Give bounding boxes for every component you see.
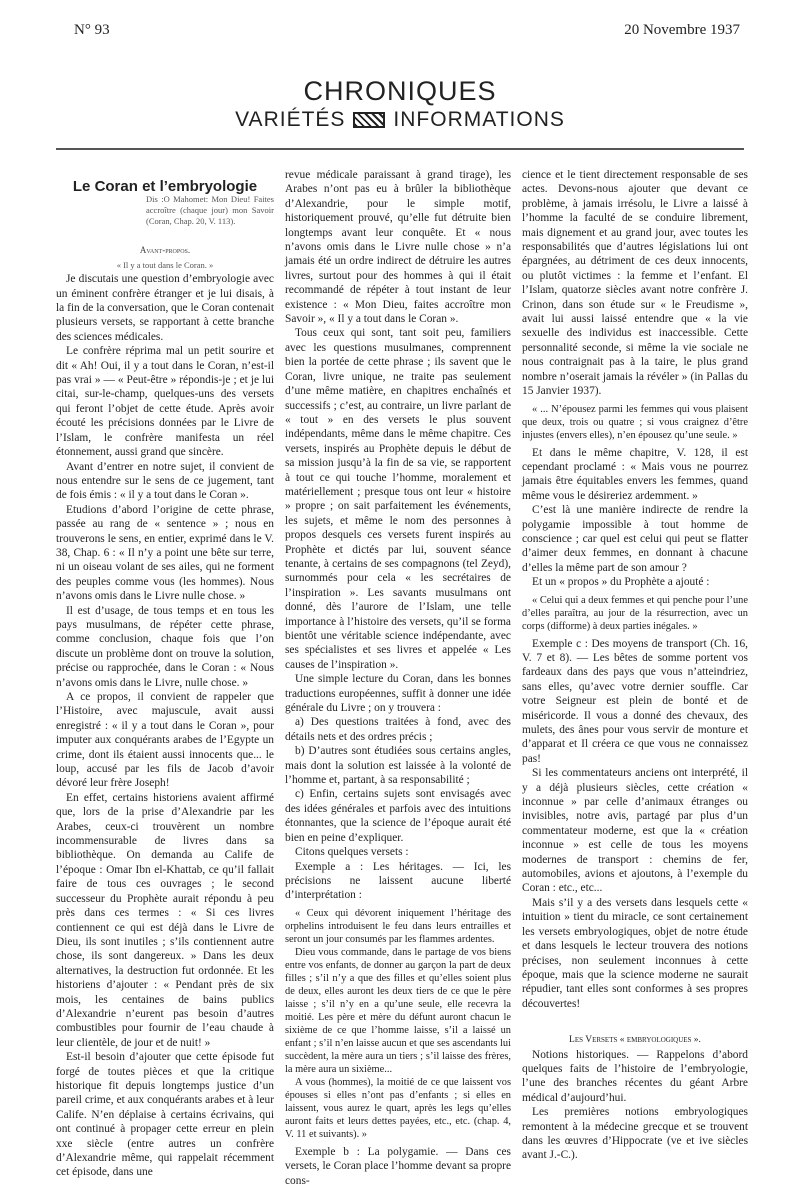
- quote-paragraph: « ... N’épousez parmi les femmes qui vous plaisent que deux, trois ou quatre ; si vous craignez d’être injustes (envers elles), n’en épousez qu’une seule. »: [522, 403, 748, 441]
- avant-propos-heading: Avant-propos.: [139, 245, 191, 256]
- page-header: [74, 22, 740, 44]
- paragraph: Citons quelques versets :: [295, 846, 409, 859]
- paragraph: En effet, certains historiens avaient affirmé que, lors de la prise d’Alexandrie par les Arabes, ceux-ci trouvèrent un nombre incommensurable de livres dans sa bibliothèque. On demanda au Calife de l’époque : Omar Ibn el-Khattab, ce qu’il fallait faire de tous ces ouvrages ; le second successeur du Prophète aurait répondu à peu près dans ces termes : « Si ces livres contiennent ce qui est déjà dans le Livre de Dieu, ils sont inutiles ; s’ils contiennent autre chose, ils sont dangereux. » Dans les deux alternatives, la destruction fut ordonnée. Et les historiens d’ajouter : « Pendant près de six mois, les centaines de bains publics d’Alexandrie n’eurent pas besoin d’autres combustibles pour fournir de l’eau chaude à leur clientèle, de jour et de nuit! »: [56, 791, 274, 1049]
- paragraph: Mais s’il y a des versets dans lesquels cette « intuition » tient du miracle, ce sont certainement les versets embryologiques, objet de notre étude et dans lesquels le lecteur trouvera des notions précises, non seulement inconnues à cette époque, mais que la science moderne ne saurait répudier, tant elles sont conformes à ses propres découvertes!: [522, 896, 748, 1010]
- header-rule: [56, 148, 744, 150]
- column-1: [56, 168, 274, 1180]
- issue-number: N° 93: [74, 22, 110, 38]
- paragraph: revue médicale paraissant à grand tirage), les Arabes n’ont pas eu à brûler la bibliothèque d’Alexandrie, pour le simple motif, historiquement prouvé, qu’elle fut détruite bien longtemps avant leur conquête. Et « nous n’avons omis dans le Livre nulle chose » n’a jamais été un ordre indirect de détruire les autres livres, surtout pour des hommes à qui il était recommandé de répéter à tout instant de leur existence : « Mon Dieu, faites accroître mon Savoir », « Il y a tout dans le Coran ».: [285, 169, 511, 326]
- issue-date: 20 Novembre 1937: [624, 22, 740, 38]
- masthead-left-word: VARIÉTÉS: [235, 108, 346, 131]
- paragraph: Je discutais une question d’embryologie avec un éminent confrère étranger et je lui disais, à la fin de la conversation, que le Coran contenait plusieurs versets, se rapportant à cette branche des sciences médicales.: [56, 273, 274, 343]
- paragraph: Exemple b : La polygamie. — Dans ces versets, le Coran place l’homme devant sa propre cons-: [285, 1145, 511, 1187]
- paragraph: Notions historiques. — Rappelons d’abord quelques faits de l’histoire de l’embryologie, l’une des branches récentes du géant Arbre médical d’aujourd’hui.: [522, 1048, 748, 1104]
- paragraph: cience et le tient directement responsable de ses actes. Devons-nous ajouter que devant ce problème, à jamais irrésolu, le Livre a laissé à l’homme la faculté de se conduire librement, mais dignement et au grand jour, avec toutes les responsabilités que d’autres législations lui ont épargnées, au détriment de ces deux innocents, ou plutôt victimes : la femme et l’enfant. El l’Islam, quatorze siècles avant notre confrère J. Crinon, dans son étude sur « le Freudisme », avait lui aussi laissé entendre que « la vie sexuelle des individus est inaccessible. Cette personnalité seconde, si même la vie sociale ne nous contraignait pas à la taire, le plus grand nombre n’oserait jamais la révéler » (in Pallas du 15 Janvier 1937).: [522, 169, 748, 398]
- paragraph: Il est d’usage, de tous temps et en tous les pays musulmans, de répéter cette phrase, comme conclusion, chaque fois que l’on discute un problème dont on trouve la solution, précise ou rapprochée, dans le Coran : « Nous n’avons omis dans le Livre, nulle chose. »: [56, 604, 274, 689]
- quote-paragraph: Dieu vous commande, dans le partage de vos biens entre vos enfants, de donner au garçon la part de deux filles ; s’il n’y a que des filles et qu’elles soient plus de deux, elles auront les deux tiers de ce que le père laisse ; s’il n’y en a qu’une seule, elle recevra la moitié. Les père et mère du défunt auront chacun le sixième de ce que l’homme laisse, s’il a laissé un enfant ; s’il n’en laisse aucun et que ses ascendants lui succèdent, la mère aura un tiers ; s’il laisse des frères, la mère aura un sixième...: [285, 946, 511, 1075]
- column-2: [285, 168, 511, 1188]
- paragraph: C’est là une manière indirecte de rendre la polygamie impossible à tout homme de conscience ; car quel est celui qui peut se flatter d’aimer deux femmes, en donnant à chacune d’elles la même part de son amour ?: [522, 504, 748, 574]
- paragraph: Si les commentateurs anciens ont interprété, il y a déjà plusieurs siècles, cette création « inconnue » par celle d’animaux étranges ou invisibles, notre avis, partagé par plus d’un commentateur moderne, est que la « création inconnue » est celle de tous les moyens modernes de transport : chemins de fer, automobiles, avions et ajoutons, à l’exemple du Coran : etc., etc...: [522, 767, 748, 895]
- epigraph: Dis :O Mahomet: Mon Dieu! Faites accroître (chaque jour) mon Savoir (Coran, Chap. 20, V. 113).: [146, 194, 274, 227]
- paragraph: Et un « propos » du Prophète a ajouté :: [532, 576, 710, 589]
- quote-paragraph: « Celui qui a deux femmes et qui penche pour l’une d’elles paraîtra, au jour de la résurrection, avec un corps (difforme) à deux parties inégales. »: [522, 594, 748, 632]
- ornament-icon: [353, 112, 385, 128]
- paragraph: A ce propos, il convient de rappeler que l’Histoire, avec majuscule, avait aussi enregistré : « il y a tout dans le Coran », pour imputer aux conquérants arabes de l’Egypte un crime, dont ils étaient aussi innocents que... le loup, accusé par les fils de Jacob d’avoir dévoré leur frère Joseph!: [56, 691, 274, 790]
- paragraph: Tous ceux qui sont, tant soit peu, familiers avec les questions musulmanes, comprennent bien la portée de cette phrase ; ils savent que le Coran, livre unique, ne traite pas seulement d’une même matière, en chapitres enchaînés et successifs ; c’est, au contraire, un livre parlant de « tout » en des versets le plus souvent indépendants, même dans le même chapitre. Ces versets, inspirés au Prophète depuis le début de sa mission jusqu’à la fin de sa vie, se rapportent à tout ce qui touche l’homme, moralement et matériellement ; presque tous ont leur « histoire » propre ; on sait parfaitement les événements, les sujets, et même le nom des personnes à propos desquels ces versets furent inspirés au Prophète et dictés par lui, souvent séance tenante, à certains de ses compagnons (tel Zeyd), surnommés pour cela « les secrétaires de l’inspiration ». Les savants musulmans ont donné, dès l’aurore de l’Islam, une telle importance à l’histoire des versets, qu’il se forma bientôt une véritable science indépendante, avec ses spécialistes et ses livres et appelée « Les causes de l’inspiration ».: [285, 327, 511, 671]
- paragraph: Avant d’entrer en notre sujet, il convient de nous entendre sur le sens de ce jugement, tant de fois émis : « il y a tout dans le Coran ».: [56, 460, 274, 502]
- article-title: Le Coran et l’embryologie: [72, 178, 258, 195]
- paragraph: a) Des questions traitées à fond, avec des détails nets et des ordres précis ;: [285, 716, 511, 743]
- paragraph: Est-il besoin d’ajouter que cette épisode fut forgé de toutes pièces et que la critique historique fit depuis longtemps justice d’un pareil crime, et aux conquérants arabes et à leur Calife. N’en déplaise à certains écrivains, qui ont continué à propager cette erreur en plein xxe siècle (entre autres un confrère d’Alexandrie même, qui rappelait récemment cet épisode, dans une: [56, 1051, 274, 1179]
- paragraph: Exemple a : Les héritages. — Ici, les précisions ne laissent aucune liberté d’interprétation :: [285, 860, 511, 902]
- paragraph: Etudions d’abord l’origine de cette phrase, passée au rang de « sentence » ; nous en trouverons le sens, en entier, exprimé dans le V. 38, Chap. 6 : « Il n’y a point une bête sur terre, ni un oiseau volant de ses ailes, qui ne forment des peuples comme vous (les hommes). Nous n’avons omis dans le Livre nulle chose. »: [56, 503, 274, 603]
- paragraph: c) Enfin, certains sujets sont envisagés avec des idées générales et parfois avec des intuitions étonnantes, que la science de l’époque aurait été bien en peine d’expliquer.: [285, 788, 511, 844]
- paragraph: b) D’autres sont étudiées sous certains angles, mais dont la solution est laissée à la volonté de l’homme et, partant, à sa responsabilité ;: [285, 745, 511, 787]
- paragraph: Le confrère réprima mal un petit sourire et dit « Ah! Oui, il y a tout dans le Coran, n’est-il pas vrai » — « Peut-être » répondis-je ; et je lui citai, sur-le-champ, quelques-uns des versets qui feront l’objet de cette étude. Après avoir écouté les précisions données par le Livre de l’Islam, le confrère manifesta un réel étonnement, aussi grand que sincère.: [56, 345, 274, 459]
- masthead-right-word: INFORMATIONS: [393, 108, 565, 131]
- avant-propos-quote: « Il y a tout dans le Coran. »: [116, 259, 214, 270]
- section-heading: Les Versets « embryologiques ».: [569, 1035, 701, 1046]
- paragraph: Exemple c : Des moyens de transport (Ch. 16, V. 7 et 8). — Les bêtes de somme portent vos fardeaux dans des pays que vous n’atteindriez, sans elles, qu’avec votre dernier souffle. Car votre Seigneur est plein de bonté et de miséricorde. Il vous a donné des chevaux, des mulets, des ânes pour vous servir de monture et d’apparat et Il créera ce que vous ne connaissez pas!: [522, 637, 748, 765]
- paragraph: Une simple lecture du Coran, dans les bonnes traductions européennes, suffit à donner une idée générale du Livre ; on y trouvera :: [285, 673, 511, 715]
- masthead-subtitle: [0, 108, 800, 132]
- quote-paragraph: « Ceux qui dévorent iniquement l’héritage des orphelins introduisent le feu dans leurs entrailles et seront un jour consumés par les flammes ardentes.: [285, 907, 511, 945]
- column-3: [522, 168, 748, 1163]
- masthead-title: CHRONIQUES: [303, 76, 497, 106]
- paragraph: Les premières notions embryologiques remontent à la médecine grecque et se trouvent dans les œuvres d’Hippocrate (ve et ive siècles avant J.-C.).: [522, 1106, 748, 1162]
- paragraph: Et dans le même chapitre, V. 128, il est cependant proclamé : « Mais vous ne pourrez jamais être équitables envers les femmes, quand même vous le désireriez ardemment. »: [522, 446, 748, 502]
- quote-paragraph: A vous (hommes), la moitié de ce que laissent vos épouses si elles n’ont pas d’enfants ; si elles en laissent, vous aurez le quart, après les legs qu’elles auront faits et leurs dettes payées, etc., etc. (chap. 4, V. 11 et suivants). »: [285, 1076, 511, 1140]
